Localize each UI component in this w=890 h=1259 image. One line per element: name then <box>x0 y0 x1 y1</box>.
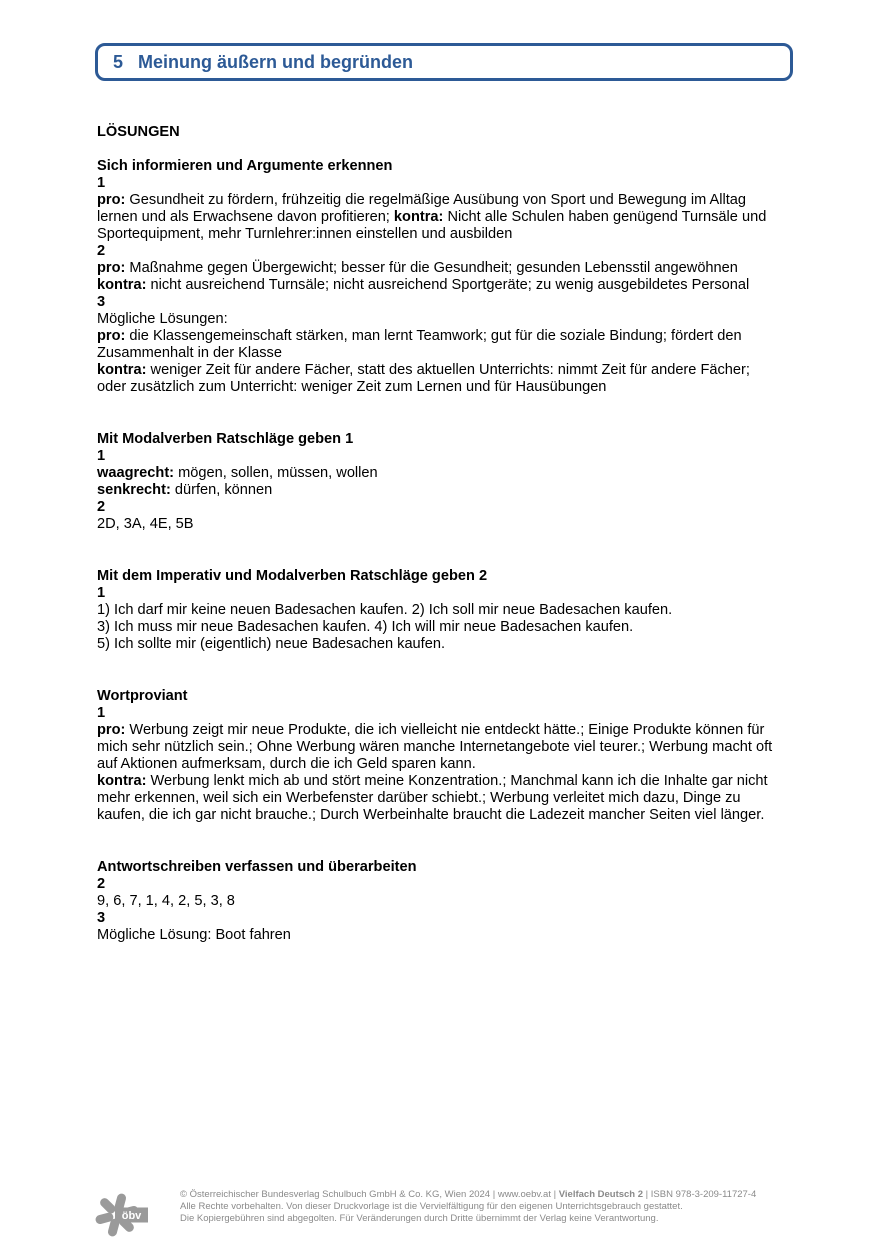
text-line <box>97 756 797 773</box>
text-segment: lernen und als Erwachsene davon profitieren; <box>97 209 394 225</box>
text-line <box>97 311 797 328</box>
bold-text-segment: kontra: <box>97 773 147 789</box>
footer-text <box>180 1189 780 1225</box>
solution-section <box>97 568 797 653</box>
solution-section <box>97 688 797 824</box>
text-line <box>97 927 797 944</box>
text-line <box>97 328 797 345</box>
text-line <box>180 1201 780 1213</box>
text-line <box>97 175 797 192</box>
text-segment: dürfen, können <box>170 482 273 498</box>
text-segment: die Klassengemeinschaft stärken, man lernt Teamwork; gut für die soziale Bindung; fördert den <box>125 328 742 344</box>
text-line <box>97 260 797 277</box>
text-segment: weniger Zeit für andere Fächer, statt des aktuellen Unterrichts: nimmt Zeit für andere Fächer; <box>146 362 750 378</box>
text-line <box>97 739 797 756</box>
text-line <box>97 619 797 636</box>
solution-section <box>97 859 797 944</box>
text-line <box>97 876 797 893</box>
text-segment: Werbung zeigt mir neue Produkte, die ich vielleicht nie entdeckt hätte.; Einige Produkte können für <box>125 722 765 738</box>
chapter-number: 5 <box>113 51 124 72</box>
text-line <box>97 910 797 927</box>
section-heading: Mit Modalverben Ratschläge geben 1 <box>97 431 354 447</box>
text-line <box>97 448 797 465</box>
text-segment: mögen, sollen, müssen, wollen <box>174 465 378 481</box>
chapter-header <box>95 43 793 81</box>
text-line <box>97 722 797 739</box>
solutions-content <box>97 124 797 944</box>
text-segment: | ISBN 978-3-209-11727-4 <box>643 1189 757 1200</box>
bold-text-segment: pro: <box>97 722 126 738</box>
section-heading: Mit dem Imperativ und Modalverben Ratschläge geben 2 <box>97 568 488 584</box>
text-segment: 1) Ich darf mir keine neuen Badesachen kaufen. 2) Ich soll mir neue Badesachen kaufen. <box>97 602 673 618</box>
text-line <box>180 1189 780 1201</box>
bold-text-segment: senkrecht: <box>97 482 171 498</box>
solution-section <box>97 158 797 396</box>
text-line <box>97 379 797 396</box>
text-segment: Maßnahme gegen Übergewicht; besser für die Gesundheit; gesunden Lebensstil angewöhnen <box>125 260 738 276</box>
text-segment: 5) Ich sollte mir (eigentlich) neue Badesachen kaufen. <box>97 636 446 652</box>
sections-container <box>97 158 797 944</box>
text-segment: Gesundheit zu fördern, frühzeitig die regelmäßige Ausübung von Sport und Bewegung im Alltag <box>125 192 746 208</box>
text-line <box>97 602 797 619</box>
text-line <box>97 294 797 311</box>
bold-text-segment: 2 <box>97 499 106 515</box>
bold-text-segment: 1 <box>97 175 106 191</box>
oebv-logo-label: öbv <box>121 1210 142 1222</box>
text-segment: 9, 6, 7, 1, 4, 2, 5, 3, 8 <box>97 893 235 909</box>
text-segment: Werbung lenkt mich ab und stört meine Konzentration.; Manchmal kann ich die Inhalte gar nicht <box>146 773 768 789</box>
text-line <box>97 277 797 294</box>
solution-section <box>97 431 797 533</box>
text-line <box>97 243 797 260</box>
text-line <box>97 192 797 209</box>
text-segment: kaufen, die ich gar nicht brauche.; Durch Werbeinhalte braucht die Ladezeit mancher Seiten viel länger. <box>97 807 765 823</box>
chapter-title: Meinung äußern und begründen <box>138 51 413 72</box>
bold-text-segment: 1 <box>97 448 106 464</box>
text-line <box>97 465 797 482</box>
text-line <box>97 893 797 910</box>
text-segment: Die Kopiergebühren sind abgegolten. Für Veränderungen durch Dritte übernimmt der Verlag keine Verantwortung. <box>180 1213 659 1224</box>
text-segment: Nicht alle Schulen haben genügend Turnsäle und <box>443 209 767 225</box>
section-heading: Wortproviant <box>97 688 188 704</box>
text-line <box>97 636 797 653</box>
oebv-logo <box>95 1188 165 1242</box>
section-heading: Sich informieren und Argumente erkennen <box>97 158 393 174</box>
bold-text-segment: 3 <box>97 910 106 926</box>
text-segment: auf Aktionen aufmerksam, durch die ich Geld sparen kann. <box>97 756 476 772</box>
bold-text-segment: 1 <box>97 585 106 601</box>
text-line <box>97 226 797 243</box>
text-segment: Mögliche Lösungen: <box>97 311 228 327</box>
text-segment: Sportequipment, mehr Turnlehrer:innen einstellen und ausbilden <box>97 226 513 242</box>
text-segment: Alle Rechte vorbehalten. Von dieser Druckvorlage ist die Vervielfältigung für den eigenen Unterrichtsgebrauch gestattet. <box>180 1201 683 1212</box>
bold-text-segment: waagrecht: <box>97 465 175 481</box>
text-line <box>97 499 797 516</box>
text-segment: nicht ausreichend Turnsäle; nicht ausreichend Sportgeräte; zu wenig ausgebildetes Personal <box>146 277 750 293</box>
bold-text-segment: 1 <box>97 705 106 721</box>
text-segment: Zusammenhalt in der Klasse <box>97 345 282 361</box>
text-line <box>180 1213 780 1225</box>
text-line <box>97 807 797 824</box>
text-line <box>97 585 797 602</box>
text-segment: 2D, 3A, 4E, 5B <box>97 516 194 532</box>
text-line <box>97 790 797 807</box>
bold-text-segment: kontra: <box>97 362 147 378</box>
text-line <box>97 362 797 379</box>
text-segment: mich sehr nützlich sein.; Ohne Werbung wären manche Internetangebote viel teurer.; Werbung macht oft <box>97 739 773 755</box>
text-segment: 3) Ich muss mir neue Badesachen kaufen. 4) Ich will mir neue Badesachen kaufen. <box>97 619 634 635</box>
bold-text-segment: pro: <box>97 328 126 344</box>
text-line <box>97 516 797 533</box>
loesungen-title: LÖSUNGEN <box>97 124 180 140</box>
text-line <box>97 482 797 499</box>
bold-text-segment: pro: <box>97 260 126 276</box>
bold-text-segment: kontra: <box>97 277 147 293</box>
bold-text-segment: kontra: <box>393 209 444 225</box>
text-line <box>97 773 797 790</box>
bold-text-segment: 3 <box>97 294 106 310</box>
text-line <box>97 209 797 226</box>
bold-text-segment: 2 <box>97 876 106 892</box>
bold-text-segment: 2 <box>97 243 106 259</box>
text-segment: oder zusätzlich zum Unterricht: weniger Zeit zum Lernen und für Hausübungen <box>97 379 607 395</box>
text-line <box>97 345 797 362</box>
text-segment: mehr erkennen, weil sich ein Werbefenster darüber schiebt.; Werbung verleitet mich dazu, Dinge zu <box>97 790 741 806</box>
bold-text-segment: Vielfach Deutsch 2 <box>558 1189 644 1200</box>
text-line <box>97 705 797 722</box>
bold-text-segment: pro: <box>97 192 126 208</box>
text-segment: © Österreichischer Bundesverlag Schulbuch GmbH & Co. KG, Wien 2024 | www.oebv.at | <box>180 1189 559 1200</box>
text-segment: Mögliche Lösung: Boot fahren <box>97 927 291 943</box>
section-heading: Antwortschreiben verfassen und überarbeiten <box>97 859 417 875</box>
